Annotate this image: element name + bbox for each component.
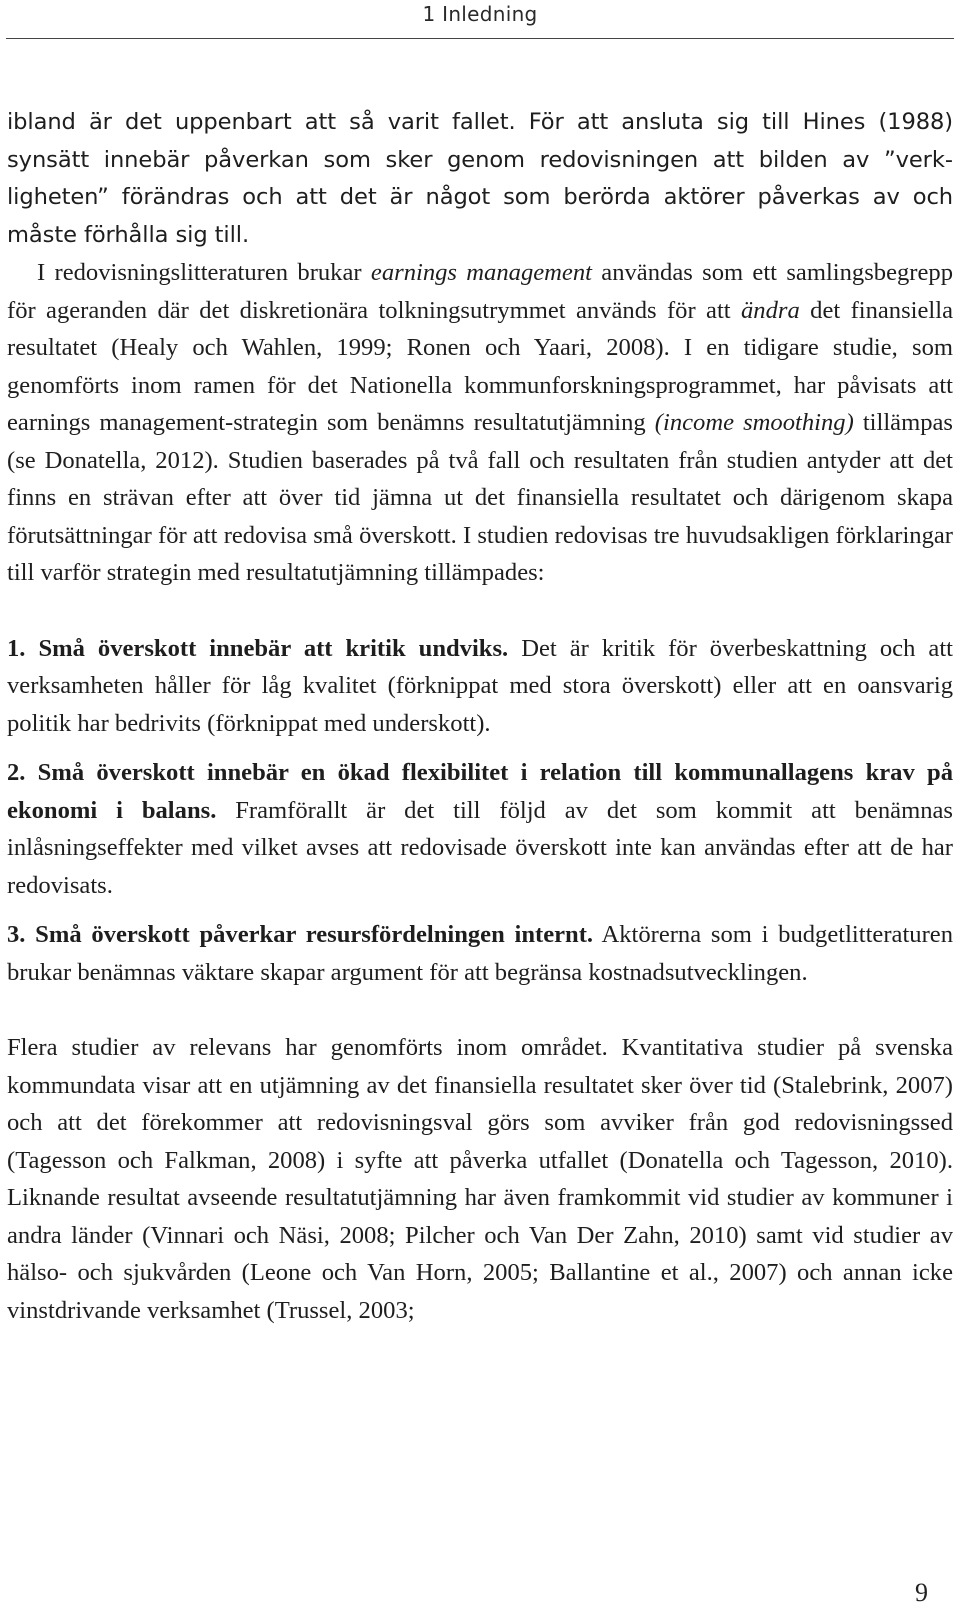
- list-item-lead: 2. Små överskott innebär en ökad flexibilitet i relation till kommunallagens krav på ekonomi i balans.: [7, 759, 953, 824]
- emphasis-income-smoothing: (income smoothing): [654, 409, 854, 436]
- page-body: [7, 104, 953, 1329]
- text-run: tillämpas (se Donatella, 2012). Studien baserades på två fall och resultaten från studien antyder att det finns en strävan efter att över tid jämna ut det finansiella resultatet och därigenom skapa förutsättningar för att redovisa små överskott. I studien redovisas tre huvudsakligen förklaringar till varför strategin med resultatutjämning tillämpades:: [7, 409, 954, 586]
- page-number: 9: [915, 1578, 928, 1607]
- text-run: I redovisningslitteraturen brukar: [37, 259, 371, 286]
- emphasis-earnings-management: earnings management: [370, 259, 592, 286]
- list-item-text: Framförallt är det till följd av det som kommit att benämnas inlåsningseffekter med vilket avses att redovisade överskott inte kan användas efter att de har redovisats.: [7, 796, 953, 899]
- explanation-list: [7, 630, 953, 992]
- emphasis-andra: ändra: [741, 296, 800, 324]
- running-head: 1 Inledning: [422, 2, 538, 26]
- header-rule: [6, 38, 954, 39]
- list-item: [7, 916, 953, 991]
- list-item: [7, 630, 953, 743]
- paragraph-prior-studies: Flera studier av relevans har genomförts inom området. Kvantitativa studier på svenska kommundata visar att en utjämning av det finansiella resultatet sker över tid (Stalebrink, 2007) och att det förekommer att redovisningsval görs som avviker från god redovisningssed (Tagesson och Falkman, 2008) i syfte att påverka utfallet (Donatella och Tagesson, 2010). Liknande resultat avseende resultatutjämning har även framkommit vid studier av kommuner i andra länder (Vinnari och Näsi, 2008; Pilcher och Van Der Zahn, 2010) samt vid studier av hälso- och sjukvården (Leone och Van Horn, 2005; Ballantine et al., 2007) och annan icke vinstdrivande verksamhet (Trussel, 2003;: [7, 1034, 953, 1324]
- list-item-text: Aktörerna som i budgetlitteraturen brukar benämnas väktare skapar argument för att begränsa kostnadsutvecklingen.: [7, 921, 953, 986]
- text-run: det finansiella resultatet (Healy och Wahlen, 1999; Ronen och Yaari, 2008). I en tidigare studie, som genomförts inom ramen för det Nationella kommunforskningsprogrammet, har påvisats att earnings management-strategin som benämns resultatutjämning: [7, 296, 954, 436]
- list-item-lead: 3. Små överskott påverkar resursfördelningen internt.: [7, 921, 594, 948]
- list-item: [7, 754, 953, 904]
- text-run: användas som ett samlingsbegrepp för ageranden där det diskretionära tolkningsutrymmet används för att: [7, 259, 953, 324]
- list-item-text: Det är kritik för överbeskattning och att verksamheten håller för låg kvalitet (förknippat med stora överskott) eller att en oansvarig politik har bedrivits (förknippat med underskott).: [7, 634, 953, 737]
- paragraph-earnings-management: [7, 254, 953, 592]
- paragraph-continuation: ibland är det uppenbart att så varit fallet. För att ansluta sig till Hines (1988) synsätt innebär påverkan som sker genom redovisningen att bilden av ”verkligheten” förändras och att det är något som berörda aktörer påverkas av och måste förhålla sig till.: [7, 109, 953, 248]
- list-item-lead: 1. Små överskott innebär att kritik undviks.: [7, 634, 509, 662]
